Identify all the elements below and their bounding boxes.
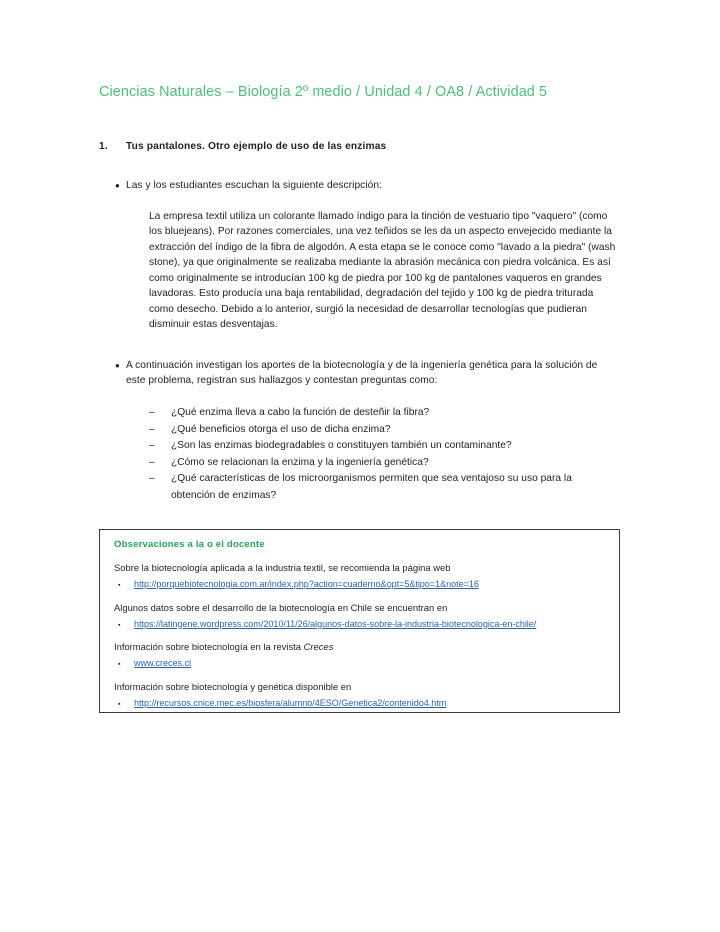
question-list [149,405,619,504]
observation-lead-text: Información sobre biotecnología en la revista [114,641,304,653]
dash-icon: – [149,473,155,485]
reference-link[interactable]: https://latingene.wordpress.com/2010/11/26/algunos-datos-sobre-la-industria-biotecnologica-en-chile/ [134,618,537,629]
activity-heading [99,140,621,153]
bullet-icon: ● [115,181,120,191]
list-item [149,405,619,422]
reference-link[interactable]: www.creces.cl [134,658,191,669]
list-item [99,358,621,389]
dash-icon: – [149,440,155,452]
list-item [99,178,621,193]
list-item [149,455,619,472]
activity-number: 1. [99,141,108,152]
observation-lead-text: Información sobre biotecnología y genética disponible en [114,680,352,692]
reference-link[interactable]: http://recursos.cnice.mec.es/biosfera/alumno/4ESO/Genetica2/contenido4.htm [134,697,447,708]
dash-icon: – [149,407,155,419]
list-item [149,438,619,455]
square-bullet-icon: ▪ [118,700,121,708]
observation-lead [114,681,605,694]
activity-heading-text: Tus pantalones. Otro ejemplo de uso de las enzimas [126,141,387,152]
observation-group [112,562,605,591]
question-text: ¿Qué enzima lleva a cabo la función de desteñir la fibra? [171,407,430,419]
list-item [112,658,605,670]
question-text: ¿Qué beneficios otorga el uso de dicha enzima? [171,423,391,435]
question-text: ¿Son las enzimas biodegradables o constituyen también un contaminante? [171,440,512,452]
square-bullet-icon: ▪ [118,621,121,629]
list-item [112,698,605,710]
observation-lead [114,602,605,615]
observation-lead-text: Algunos datos sobre el desarrollo de la biotecnología en Chile se encuentran en [114,601,448,613]
list-item-label: A continuación investigan los aportes de la biotecnología y de la ingeniería genética para la solución de este problema, registran sus hallazgos y contestan preguntas como: [126,359,598,386]
observations-title: Observaciones a la o el docente [114,539,265,550]
bullet-icon: ● [115,360,120,370]
question-text: ¿Qué características de los microorganismos permiten que sea ventajoso su uso para la obtención de enzimas? [171,473,572,501]
list-item-label: Las y los estudiantes escuchan la siguiente descripción: [126,180,382,192]
list-item [149,471,619,504]
square-bullet-icon: ▪ [118,661,121,669]
document-body [99,0,621,504]
observation-lead-text: Sobre la biotecnología aplicada a la industria textil, se recomienda la página web [114,562,451,574]
question-text: ¿Cómo se relacionan la enzima y la ingeniería genética? [171,456,429,468]
reference-link[interactable]: http://porquebiotecnologia.com.ar/index.php?action=cuaderno&opt=5&tipo=1&note=16 [134,579,479,590]
observation-lead [114,641,605,654]
square-bullet-icon: ▪ [118,582,121,590]
observation-group [112,602,605,631]
dash-icon: – [149,456,155,468]
observation-lead-italic: Creces [303,641,334,653]
dash-icon: – [149,423,155,435]
teacher-observations-box [99,529,620,713]
list-item [149,422,619,439]
observation-group [112,681,605,710]
observation-group [112,641,605,670]
list-item [112,619,605,631]
list-item [112,579,605,591]
observation-lead [114,562,605,575]
page-title: Ciencias Naturales – Biología 2º medio / Unidad 4 / OA8 / Actividad 5 [99,84,548,100]
description-paragraph: La empresa textil utiliza un colorante llamado índigo para la tinción de vestuario tipo "vaquero" (como los bluejeans). Por razones comerciales, una vez teñidos se les da un aspecto envejecido mediante la extracción del índigo de la fibra de algodón. A esta etapa se le conoce como "lavado a la piedra" (wash stone), ya que originalmente se realizaba mediante la abrasión mecánica con piedra volcánica. Es así como originalmente se introducían 100 kg de piedra por 100 kg de pantalones vaqueros en grandes lavadoras. Esto producía una baja rentabilidad, degradación del tejido y 100 kg de piedra triturada como desecho. Debido a lo anterior, surgió la necesidad de desarrollar tecnologías que pudieran disminuir estas desventajas. [149,210,616,331]
